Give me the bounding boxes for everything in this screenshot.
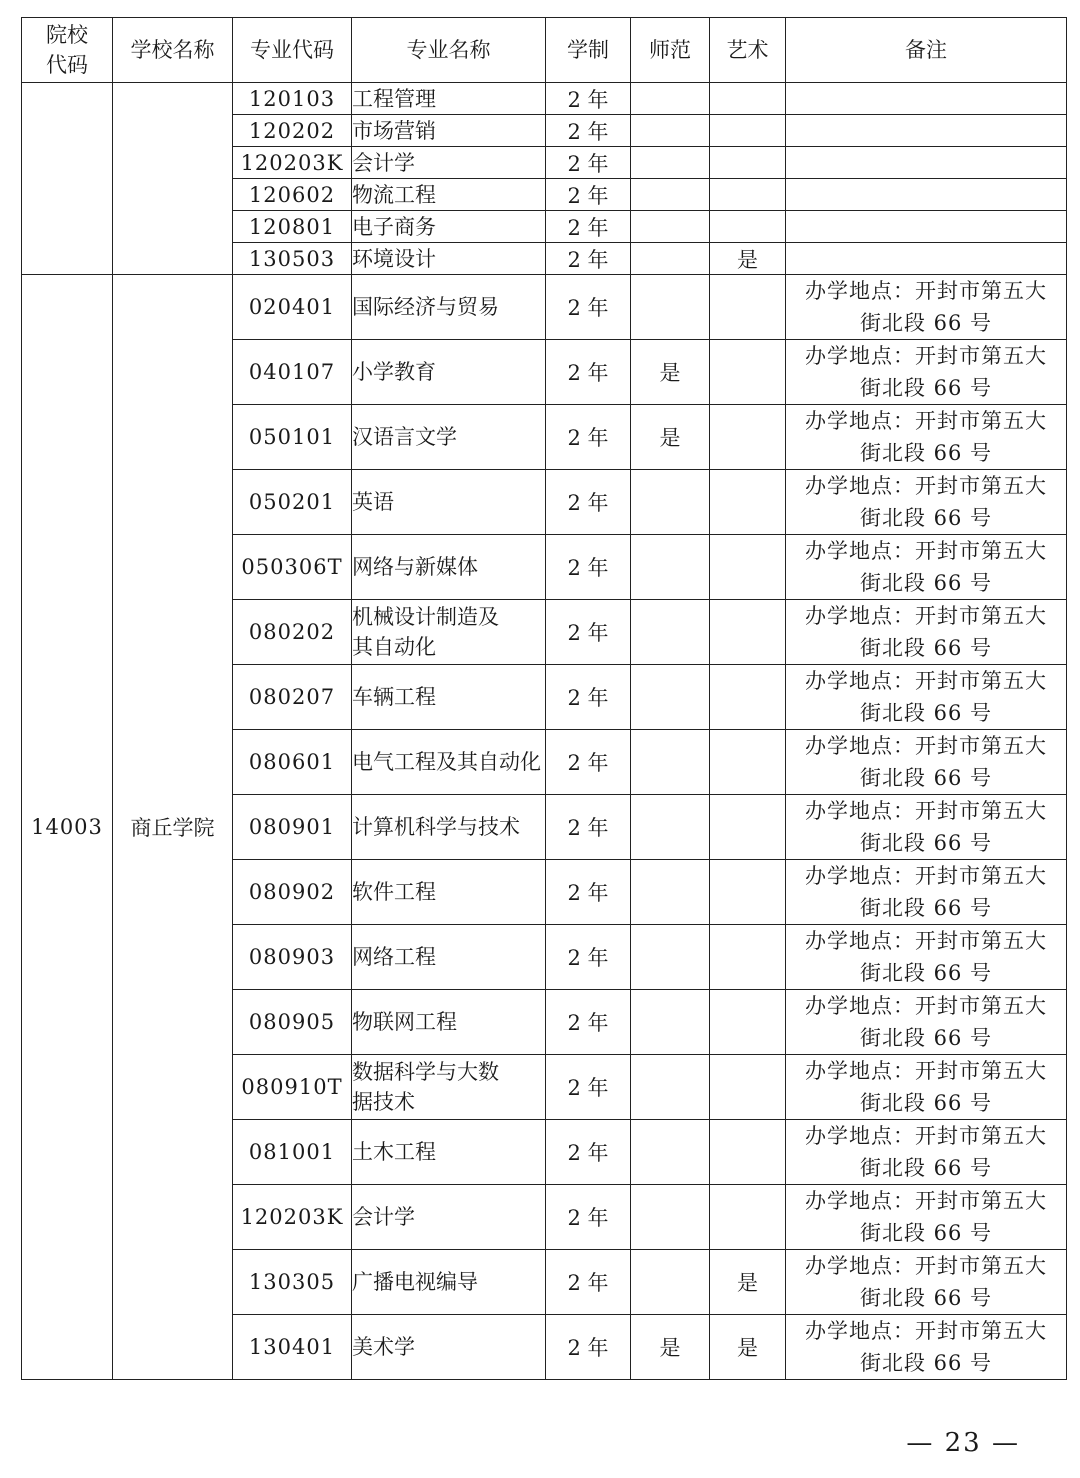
majors-table <box>21 17 1067 1380</box>
major-code-cell: 130305 <box>233 1250 352 1315</box>
major-name-cell: 国际经济与贸易 <box>352 275 546 340</box>
major-name-cell: 电子商务 <box>352 211 546 243</box>
normal-cell <box>631 275 710 340</box>
major-code-cell: 080601 <box>233 730 352 795</box>
art-cell <box>710 535 786 600</box>
major-code-cell: 020401 <box>233 275 352 340</box>
note-cell <box>786 243 1067 275</box>
note-cell <box>786 1055 1067 1120</box>
page-number: — 23 — <box>906 1428 1020 1458</box>
major-code-cell: 120203K <box>233 1185 352 1250</box>
major-name-cell <box>352 600 546 665</box>
art-cell <box>710 1185 786 1250</box>
normal-cell <box>631 535 710 600</box>
school-code-cell: 14003 <box>22 275 113 1380</box>
duration-cell: 2 年 <box>546 1055 631 1120</box>
major-name-cell: 计算机科学与技术 <box>352 795 546 860</box>
major-code-cell: 080905 <box>233 990 352 1055</box>
text-line: 街北段 66 号 <box>859 1286 993 1310</box>
major-name-cell: 土木工程 <box>352 1120 546 1185</box>
major-name-cell: 市场营销 <box>352 115 546 147</box>
major-code-cell: 081001 <box>233 1120 352 1185</box>
major-name-cell: 物流工程 <box>352 179 546 211</box>
text-line: 街北段 66 号 <box>859 571 993 595</box>
note-cell <box>786 1315 1067 1380</box>
text-line: 街北段 66 号 <box>859 831 993 855</box>
duration-cell: 2 年 <box>546 340 631 405</box>
note-cell <box>786 730 1067 795</box>
text-line: 办学地点：开封市第五大 <box>805 474 1047 498</box>
art-cell <box>710 730 786 795</box>
major-code-cell: 080202 <box>233 600 352 665</box>
note-cell <box>786 405 1067 470</box>
text-line: 办学地点：开封市第五大 <box>805 1254 1047 1278</box>
duration-cell: 2 年 <box>546 1120 631 1185</box>
art-cell <box>710 990 786 1055</box>
major-code-cell: 050201 <box>233 470 352 535</box>
art-cell <box>710 470 786 535</box>
text-line: 办学地点：开封市第五大 <box>805 929 1047 953</box>
normal-cell: 是 <box>631 405 710 470</box>
text-line: 办学地点：开封市第五大 <box>805 279 1047 303</box>
header-school-code <box>22 18 113 83</box>
art-cell <box>710 405 786 470</box>
text-line: 街北段 66 号 <box>859 1221 993 1245</box>
art-cell: 是 <box>710 1250 786 1315</box>
normal-cell <box>631 243 710 275</box>
header-school-code-line1: 院校 <box>46 23 88 47</box>
duration-cell: 2 年 <box>546 179 631 211</box>
major-code-cell: 120602 <box>233 179 352 211</box>
normal-cell <box>631 470 710 535</box>
header-school-name: 学校名称 <box>113 18 233 83</box>
major-name-cell: 电气工程及其自动化 <box>352 730 546 795</box>
text-line: 办学地点：开封市第五大 <box>805 1319 1047 1343</box>
major-code-cell: 120103 <box>233 83 352 115</box>
header-normal: 师范 <box>631 18 710 83</box>
normal-cell: 是 <box>631 340 710 405</box>
duration-cell: 2 年 <box>546 1315 631 1380</box>
duration-cell: 2 年 <box>546 1250 631 1315</box>
major-name-cell: 车辆工程 <box>352 665 546 730</box>
header-duration: 学制 <box>546 18 631 83</box>
major-name-cell: 英语 <box>352 470 546 535</box>
art-cell <box>710 795 786 860</box>
art-cell <box>710 83 786 115</box>
text-line: 办学地点：开封市第五大 <box>805 539 1047 563</box>
note-cell <box>786 860 1067 925</box>
note-cell <box>786 340 1067 405</box>
major-name-cell: 网络工程 <box>352 925 546 990</box>
major-name-cell: 网络与新媒体 <box>352 535 546 600</box>
duration-cell: 2 年 <box>546 147 631 179</box>
major-code-cell: 080207 <box>233 665 352 730</box>
duration-cell: 2 年 <box>546 535 631 600</box>
normal-cell <box>631 1120 710 1185</box>
header-note: 备注 <box>786 18 1067 83</box>
note-cell <box>786 1250 1067 1315</box>
note-cell <box>786 665 1067 730</box>
table-row <box>22 275 1067 340</box>
text-line: 机械设计制造及 <box>352 605 499 629</box>
duration-cell: 2 年 <box>546 405 631 470</box>
duration-cell: 2 年 <box>546 211 631 243</box>
text-line: 街北段 66 号 <box>859 311 993 335</box>
header-major-name: 专业名称 <box>352 18 546 83</box>
note-cell <box>786 275 1067 340</box>
duration-cell: 2 年 <box>546 860 631 925</box>
duration-cell: 2 年 <box>546 115 631 147</box>
duration-cell: 2 年 <box>546 83 631 115</box>
normal-cell: 是 <box>631 1315 710 1380</box>
major-name-cell <box>352 1055 546 1120</box>
text-line: 街北段 66 号 <box>859 961 993 985</box>
duration-cell: 2 年 <box>546 243 631 275</box>
text-line: 街北段 66 号 <box>859 441 993 465</box>
normal-cell <box>631 925 710 990</box>
major-name-cell: 环境设计 <box>352 243 546 275</box>
note-cell <box>786 83 1067 115</box>
art-cell <box>710 925 786 990</box>
text-line: 办学地点：开封市第五大 <box>805 1124 1047 1148</box>
text-line: 办学地点：开封市第五大 <box>805 409 1047 433</box>
text-line: 街北段 66 号 <box>859 1156 993 1180</box>
school-code-cell <box>22 83 113 275</box>
duration-cell: 2 年 <box>546 730 631 795</box>
major-name-cell: 会计学 <box>352 1185 546 1250</box>
normal-cell <box>631 115 710 147</box>
art-cell <box>710 275 786 340</box>
header-school-code-line2: 代码 <box>46 53 88 77</box>
art-cell: 是 <box>710 243 786 275</box>
text-line: 街北段 66 号 <box>859 1026 993 1050</box>
duration-cell: 2 年 <box>546 665 631 730</box>
major-name-cell: 物联网工程 <box>352 990 546 1055</box>
major-name-cell: 广播电视编导 <box>352 1250 546 1315</box>
normal-cell <box>631 147 710 179</box>
note-cell <box>786 179 1067 211</box>
art-cell: 是 <box>710 1315 786 1380</box>
major-name-cell: 小学教育 <box>352 340 546 405</box>
note-cell <box>786 1120 1067 1185</box>
normal-cell <box>631 795 710 860</box>
text-line: 办学地点：开封市第五大 <box>805 344 1047 368</box>
header-major-code: 专业代码 <box>233 18 352 83</box>
text-line: 街北段 66 号 <box>859 636 993 660</box>
note-cell <box>786 535 1067 600</box>
major-name-cell: 工程管理 <box>352 83 546 115</box>
table-row <box>22 83 1067 115</box>
art-cell <box>710 340 786 405</box>
major-name-cell: 会计学 <box>352 147 546 179</box>
art-cell <box>710 179 786 211</box>
table-body <box>22 83 1067 1380</box>
major-name-cell: 软件工程 <box>352 860 546 925</box>
text-line: 街北段 66 号 <box>859 701 993 725</box>
text-line: 办学地点：开封市第五大 <box>805 799 1047 823</box>
normal-cell <box>631 860 710 925</box>
art-cell <box>710 860 786 925</box>
major-code-cell: 130503 <box>233 243 352 275</box>
text-line: 办学地点：开封市第五大 <box>805 1059 1047 1083</box>
duration-cell: 2 年 <box>546 990 631 1055</box>
duration-cell: 2 年 <box>546 795 631 860</box>
note-cell <box>786 1185 1067 1250</box>
text-line: 街北段 66 号 <box>859 896 993 920</box>
major-code-cell: 120202 <box>233 115 352 147</box>
duration-cell: 2 年 <box>546 1185 631 1250</box>
note-cell <box>786 600 1067 665</box>
note-cell <box>786 925 1067 990</box>
major-name-cell: 美术学 <box>352 1315 546 1380</box>
note-cell <box>786 470 1067 535</box>
normal-cell <box>631 1250 710 1315</box>
normal-cell <box>631 211 710 243</box>
duration-cell: 2 年 <box>546 925 631 990</box>
text-line: 办学地点：开封市第五大 <box>805 994 1047 1018</box>
note-cell <box>786 211 1067 243</box>
normal-cell <box>631 179 710 211</box>
art-cell <box>710 147 786 179</box>
art-cell <box>710 1055 786 1120</box>
normal-cell <box>631 1055 710 1120</box>
text-line: 办学地点：开封市第五大 <box>805 669 1047 693</box>
school-name-cell <box>113 83 233 275</box>
duration-cell: 2 年 <box>546 600 631 665</box>
major-code-cell: 050101 <box>233 405 352 470</box>
text-line: 街北段 66 号 <box>859 1091 993 1115</box>
art-cell <box>710 211 786 243</box>
note-cell <box>786 795 1067 860</box>
major-code-cell: 120203K <box>233 147 352 179</box>
text-line: 数据科学与大数 <box>352 1060 499 1084</box>
duration-cell: 2 年 <box>546 275 631 340</box>
major-code-cell: 130401 <box>233 1315 352 1380</box>
header-row <box>22 18 1067 83</box>
text-line: 办学地点：开封市第五大 <box>805 864 1047 888</box>
major-code-cell: 080902 <box>233 860 352 925</box>
note-cell <box>786 147 1067 179</box>
normal-cell <box>631 1185 710 1250</box>
normal-cell <box>631 665 710 730</box>
major-name-cell: 汉语言文学 <box>352 405 546 470</box>
header-art: 艺术 <box>710 18 786 83</box>
art-cell <box>710 665 786 730</box>
major-code-cell: 080910T <box>233 1055 352 1120</box>
text-line: 街北段 66 号 <box>859 506 993 530</box>
text-line: 办学地点：开封市第五大 <box>805 734 1047 758</box>
text-line: 街北段 66 号 <box>859 376 993 400</box>
text-line: 街北段 66 号 <box>859 766 993 790</box>
major-code-cell: 050306T <box>233 535 352 600</box>
text-line: 办学地点：开封市第五大 <box>805 604 1047 628</box>
art-cell <box>710 115 786 147</box>
major-code-cell: 080903 <box>233 925 352 990</box>
art-cell <box>710 600 786 665</box>
note-cell <box>786 115 1067 147</box>
note-cell <box>786 990 1067 1055</box>
normal-cell <box>631 83 710 115</box>
normal-cell <box>631 990 710 1055</box>
art-cell <box>710 1120 786 1185</box>
text-line: 据技术 <box>352 1090 415 1114</box>
normal-cell <box>631 730 710 795</box>
major-code-cell: 080901 <box>233 795 352 860</box>
major-code-cell: 120801 <box>233 211 352 243</box>
major-code-cell: 040107 <box>233 340 352 405</box>
text-line: 街北段 66 号 <box>859 1351 993 1375</box>
school-name-cell: 商丘学院 <box>113 275 233 1380</box>
duration-cell: 2 年 <box>546 470 631 535</box>
text-line: 办学地点：开封市第五大 <box>805 1189 1047 1213</box>
text-line: 其自动化 <box>352 635 436 659</box>
normal-cell <box>631 600 710 665</box>
